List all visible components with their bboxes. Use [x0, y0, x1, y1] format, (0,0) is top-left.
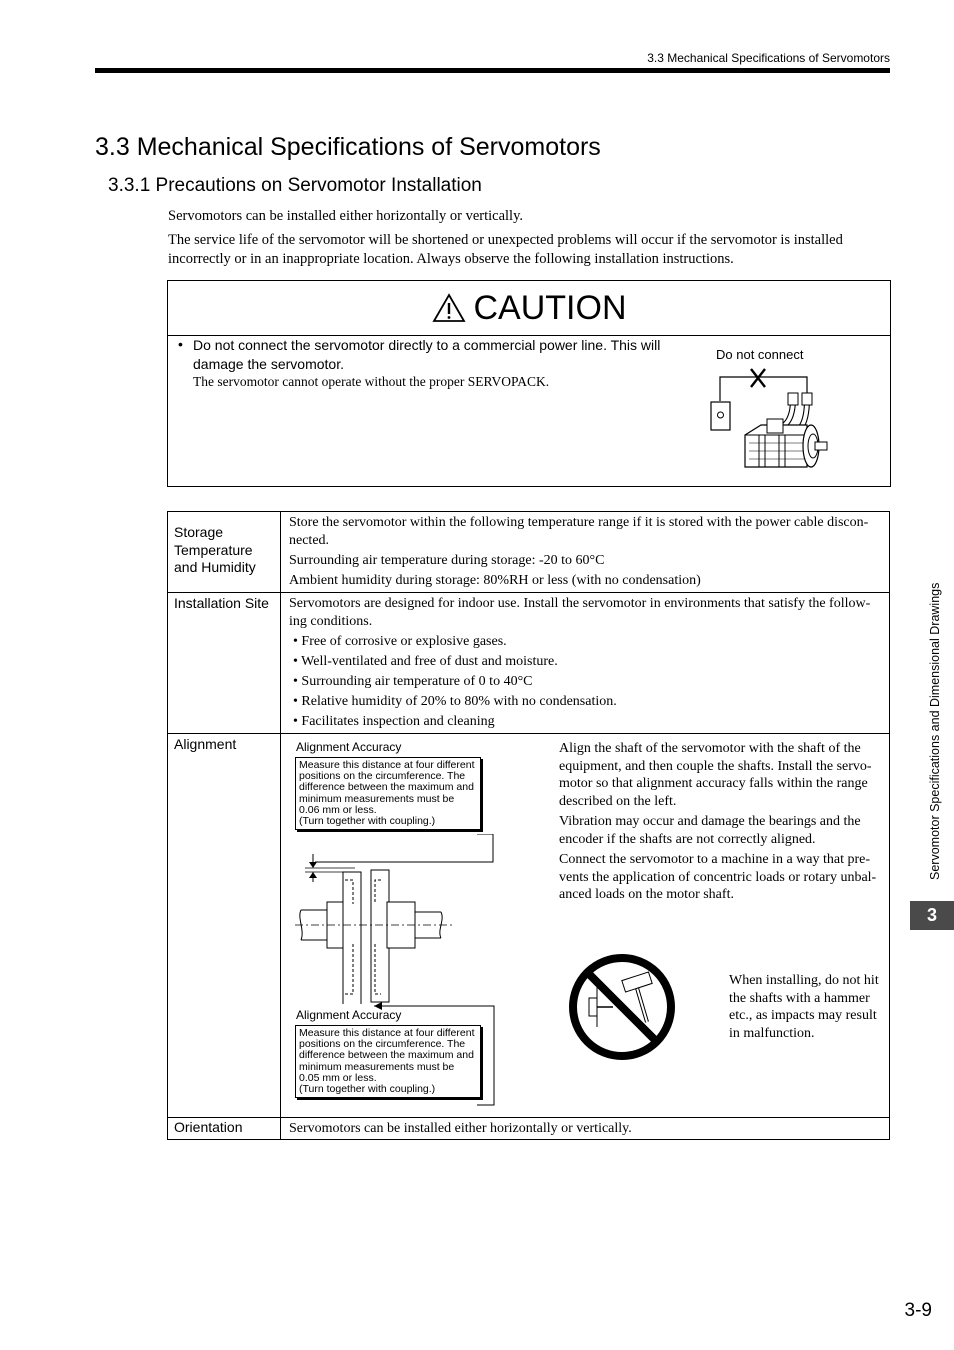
header-rule [95, 68, 890, 73]
chapter-tab: 3 [910, 901, 954, 930]
orientation-cell [281, 1118, 890, 1140]
caution-box [167, 280, 891, 487]
installation-cell [281, 593, 890, 734]
side-tab-chapter-title: Servomotor Specifications and Dimensional Drawings [928, 582, 942, 880]
spec-table [167, 511, 890, 1140]
table-row-installation [168, 593, 890, 734]
section-title: 3.3 Mechanical Specifications of Servomotors [95, 133, 601, 161]
caution-heading: CAUTION [473, 288, 627, 327]
table-row-alignment [168, 734, 890, 1118]
alignment-paragraph: Align the shaft of the servomotor with the shaft of the equipment, and then couple the shafts. Install the servo-motor so that alignment accuracy falls within the range described on the left. [559, 741, 872, 809]
storage-line: Store the servomotor within the following temperature range if it is stored with the power cable discon-nected. [289, 515, 869, 548]
alignment-paragraph: Vibration may occur and damage the bearings and the encoder if the shafts are not correctly aligned. [559, 814, 861, 847]
bullet-dot: • [178, 336, 183, 352]
installation-bullet: • Relative humidity of 20% to 80% with no condensation. [293, 694, 617, 709]
no-hammer-icon [567, 952, 677, 1062]
storage-line: Ambient humidity during storage: 80%RH or less (with no condensation) [289, 573, 701, 588]
alignment-paragraph: Connect the servomotor to a machine in a way that pre-vents the application of concentric loads or rotary unbal-anced loads on the motor shaft. [559, 852, 877, 902]
storage-label: Storage Temperature and Humidity [168, 512, 281, 593]
alignment-accuracy-label-1: Alignment Accuracy [296, 740, 402, 754]
page-number: 3-9 [904, 1300, 932, 1321]
hammer-note: When installing, do not hit the shafts with a hammer etc., as impacts may result in malfunction. [729, 973, 879, 1041]
table-row-orientation [168, 1118, 890, 1140]
leader-line-2 [374, 994, 499, 1114]
alignment-cell [281, 734, 890, 1118]
alignment-accuracy-note-2: Measure this distance at four different positions on the circumference. The difference between the maximum and minimum measurements must be 0.05 mm or less. (Turn together with coupling.) [295, 1025, 481, 1098]
installation-bullet: • Surrounding air temperature of 0 to 40°C [293, 674, 533, 689]
table-row-storage [168, 512, 890, 593]
warning-triangle-icon [432, 293, 466, 323]
subsection-title: 3.3.1 Precautions on Servomotor Installation [108, 175, 482, 196]
installation-label: Installation Site [168, 593, 281, 734]
figure-label-do-not-connect: Do not connect [716, 347, 804, 362]
alignment-accuracy-note-1: Measure this distance at four different positions on the circumference. The difference between the maximum and minimum measurements must be 0.06 mm or less. (Turn together with coupling.) [295, 757, 481, 830]
orientation-label: Orientation [168, 1118, 281, 1140]
alignment-accuracy-label-2: Alignment Accuracy [296, 1008, 402, 1022]
alignment-label: Alignment [168, 734, 281, 1118]
intro-paragraph-2: The service life of the servomotor will be shortened or unexpected problems will occur if the servomotor is installed incorrectly or in an inappropriate location. Always observe the following installation instructions. [168, 232, 843, 267]
running-header: 3.3 Mechanical Specifications of Servomotors [647, 51, 890, 65]
caution-header [168, 281, 890, 336]
alignment-text [559, 740, 889, 904]
do-not-connect-figure [703, 363, 833, 478]
storage-cell [281, 512, 890, 593]
coupling-alignment-diagram [295, 834, 500, 1004]
caution-note: The servomotor cannot operate without the proper SERVOPACK. [193, 374, 550, 389]
orientation-text: Servomotors can be installed either horizontally or vertically. [289, 1121, 632, 1136]
installation-bullet: • Free of corrosive or explosive gases. [293, 634, 507, 649]
installation-bullet: • Facilitates inspection and cleaning [293, 714, 495, 729]
installation-bullet: • Well-ventilated and free of dust and moisture. [293, 654, 558, 669]
intro-paragraph-1: Servomotors can be installed either horizontally or vertically. [168, 208, 524, 224]
storage-line: Surrounding air temperature during storage: -20 to 60°C [289, 553, 605, 568]
installation-intro: Servomotors are designed for indoor use. Install the servomotor in environments that satisfy the follow-ing conditions. [289, 596, 871, 629]
caution-bullet-text: Do not connect the servomotor directly to a commercial power line. This will damage the servomotor. [193, 337, 661, 372]
